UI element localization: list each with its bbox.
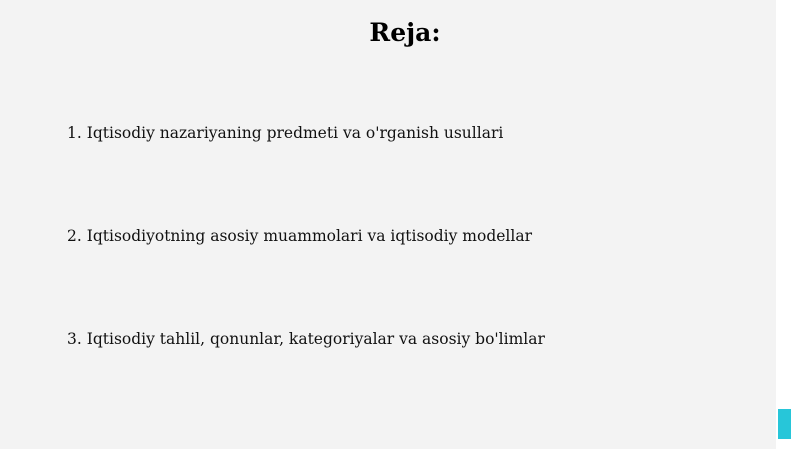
plan-item-3: 3. Iqtisodiy tahlil, qonunlar, kategoriyalar va asosiy bo'limlar <box>67 330 545 348</box>
scrollbar-thumb[interactable] <box>778 409 791 439</box>
vertical-scrollbar[interactable] <box>776 0 800 449</box>
slide-title: Reja: <box>369 18 441 47</box>
plan-item-2: 2. Iqtisodiyotning asosiy muammolari va iqtisodiy modellar <box>67 227 532 245</box>
plan-item-1: 1. Iqtisodiy nazariyaning predmeti va o'rganish usullari <box>67 124 504 142</box>
